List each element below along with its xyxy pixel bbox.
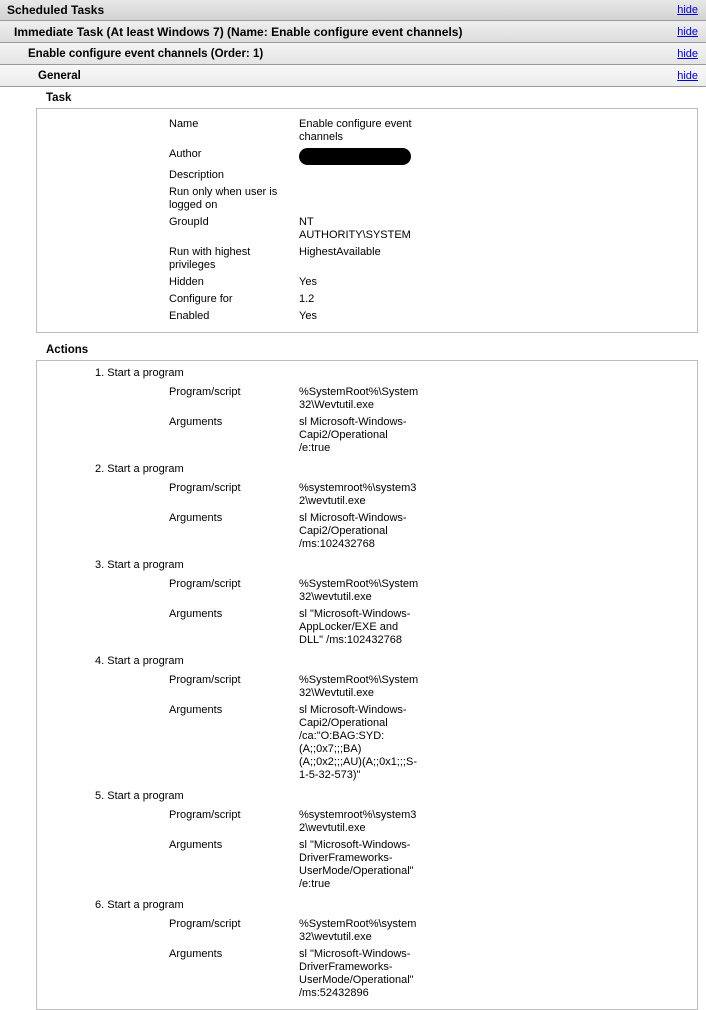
property-row <box>37 916 697 946</box>
immediate-task-header <box>0 21 706 43</box>
property-label: Program/script <box>169 918 241 930</box>
property-label: Program/script <box>169 809 241 821</box>
property-label: Arguments <box>169 839 223 851</box>
property-value: sl Microsoft-Windows-Capi2/Operational /e:true <box>299 416 407 454</box>
property-row <box>37 214 697 244</box>
action-item <box>37 784 697 893</box>
scheduled-tasks-title: Scheduled Tasks <box>7 3 105 17</box>
task-properties-box <box>36 108 698 333</box>
action-item <box>37 361 697 457</box>
property-value: sl "Microsoft-Windows-AppLocker/EXE and DLL" /ms:102432768 <box>299 608 411 646</box>
property-value: sl "Microsoft-Windows-DriverFrameworks-UserMode/Operational" /ms:52432896 <box>299 948 414 999</box>
actions-section-title: Actions <box>46 344 89 356</box>
property-label: Enabled <box>169 310 210 322</box>
immediate-task-title: Immediate Task (At least Windows 7) (Name: Enable configure event channels) <box>14 24 463 39</box>
property-label: Program/script <box>169 482 241 494</box>
action-title: 1. Start a program <box>95 367 184 379</box>
hide-link-scheduled-tasks[interactable]: hide <box>677 4 698 16</box>
property-row <box>37 274 697 291</box>
action-item <box>37 649 697 784</box>
property-row <box>37 510 697 553</box>
redacted-value <box>299 148 411 165</box>
task-property-list <box>37 116 697 325</box>
general-header <box>0 65 706 87</box>
action-property-list <box>37 380 697 457</box>
property-label: Arguments <box>169 416 223 428</box>
property-row <box>37 384 697 414</box>
action-property-list <box>37 476 697 553</box>
property-row <box>37 167 697 184</box>
property-value: %SystemRoot%\System32\wevtutil.exe <box>299 578 419 603</box>
action-property-list <box>37 912 697 1002</box>
action-title: 4. Start a program <box>95 655 184 667</box>
property-label: Program/script <box>169 386 241 398</box>
property-label: Description <box>169 169 225 181</box>
action-title: 3. Start a program <box>95 559 184 571</box>
hide-link-immediate-task[interactable]: hide <box>677 25 698 38</box>
action-title: 6. Start a program <box>95 899 184 911</box>
scheduled-tasks-header <box>0 0 706 21</box>
property-value: Yes <box>299 310 317 322</box>
property-value: NT AUTHORITY\SYSTEM <box>299 216 411 241</box>
spacer <box>37 109 697 116</box>
action-item <box>37 553 697 649</box>
property-row <box>37 146 697 167</box>
action-property-list <box>37 803 697 893</box>
property-value: sl "Microsoft-Windows-DriverFrameworks-UserMode/Operational" /e:true <box>299 839 414 890</box>
property-row <box>37 184 697 214</box>
property-value: Yes <box>299 276 317 288</box>
action-list <box>37 361 697 1002</box>
property-row <box>37 576 697 606</box>
spacer <box>37 1002 697 1009</box>
property-row <box>37 480 697 510</box>
property-value: sl Microsoft-Windows-Capi2/Operational /ca:"O:BAG:SYD:(A;;0x7;;;BA)(A;;0x2;;;AU)(A;;0x1;;;S-1-5-32-573)" <box>299 704 417 781</box>
property-label: Name <box>169 118 199 130</box>
property-value: %SystemRoot%\system32\wevtutil.exe <box>299 918 417 943</box>
property-label: Program/script <box>169 674 241 686</box>
property-row <box>37 414 697 457</box>
task-section-title: Task <box>46 92 72 104</box>
property-value: HighestAvailable <box>299 246 381 258</box>
property-label: GroupId <box>169 216 209 228</box>
property-row <box>37 244 697 274</box>
property-label: Arguments <box>169 512 223 524</box>
property-row <box>37 946 697 1002</box>
property-row <box>37 702 697 784</box>
property-value: %SystemRoot%\System32\Wevtutil.exe <box>299 674 419 699</box>
hide-link-general[interactable]: hide <box>677 69 698 82</box>
property-row <box>37 291 697 308</box>
property-label: Run with highest privileges <box>169 246 251 271</box>
property-row <box>37 837 697 893</box>
action-item <box>37 893 697 1002</box>
property-value: %SystemRoot%\System32\Wevtutil.exe <box>299 386 419 411</box>
property-row <box>37 606 697 649</box>
actions-section <box>28 339 706 1010</box>
property-row <box>37 807 697 837</box>
action-property-list <box>37 668 697 784</box>
property-label: Run only when user is logged on <box>169 186 278 211</box>
actions-box <box>36 360 698 1010</box>
spacer <box>37 325 697 332</box>
property-value: %systemroot%\system32\wevtutil.exe <box>299 809 417 834</box>
property-label: Arguments <box>169 608 223 620</box>
property-label: Program/script <box>169 578 241 590</box>
property-row <box>37 672 697 702</box>
action-property-list <box>37 572 697 649</box>
enable-configure-event-channels-title: Enable configure event channels (Order: 1) <box>28 47 264 60</box>
property-label: Configure for <box>169 293 233 305</box>
action-item <box>37 457 697 553</box>
property-value: sl Microsoft-Windows-Capi2/Operational /ms:102432768 <box>299 512 407 550</box>
property-row <box>37 116 697 146</box>
property-value <box>299 148 419 165</box>
property-label: Arguments <box>169 948 223 960</box>
property-value: Enable configure event channels <box>299 118 412 143</box>
property-label: Arguments <box>169 704 223 716</box>
property-row <box>37 308 697 325</box>
property-value: 1.2 <box>299 293 315 305</box>
action-title: 2. Start a program <box>95 463 184 475</box>
general-title: General <box>38 69 81 82</box>
hide-link-enable-configure-event-channels[interactable]: hide <box>677 47 698 60</box>
enable-configure-event-channels-header <box>0 43 706 65</box>
action-title: 5. Start a program <box>95 790 184 802</box>
property-label: Author <box>169 148 202 160</box>
property-label: Hidden <box>169 276 204 288</box>
property-value: %systemroot%\system32\wevtutil.exe <box>299 482 417 507</box>
task-section <box>28 87 706 333</box>
